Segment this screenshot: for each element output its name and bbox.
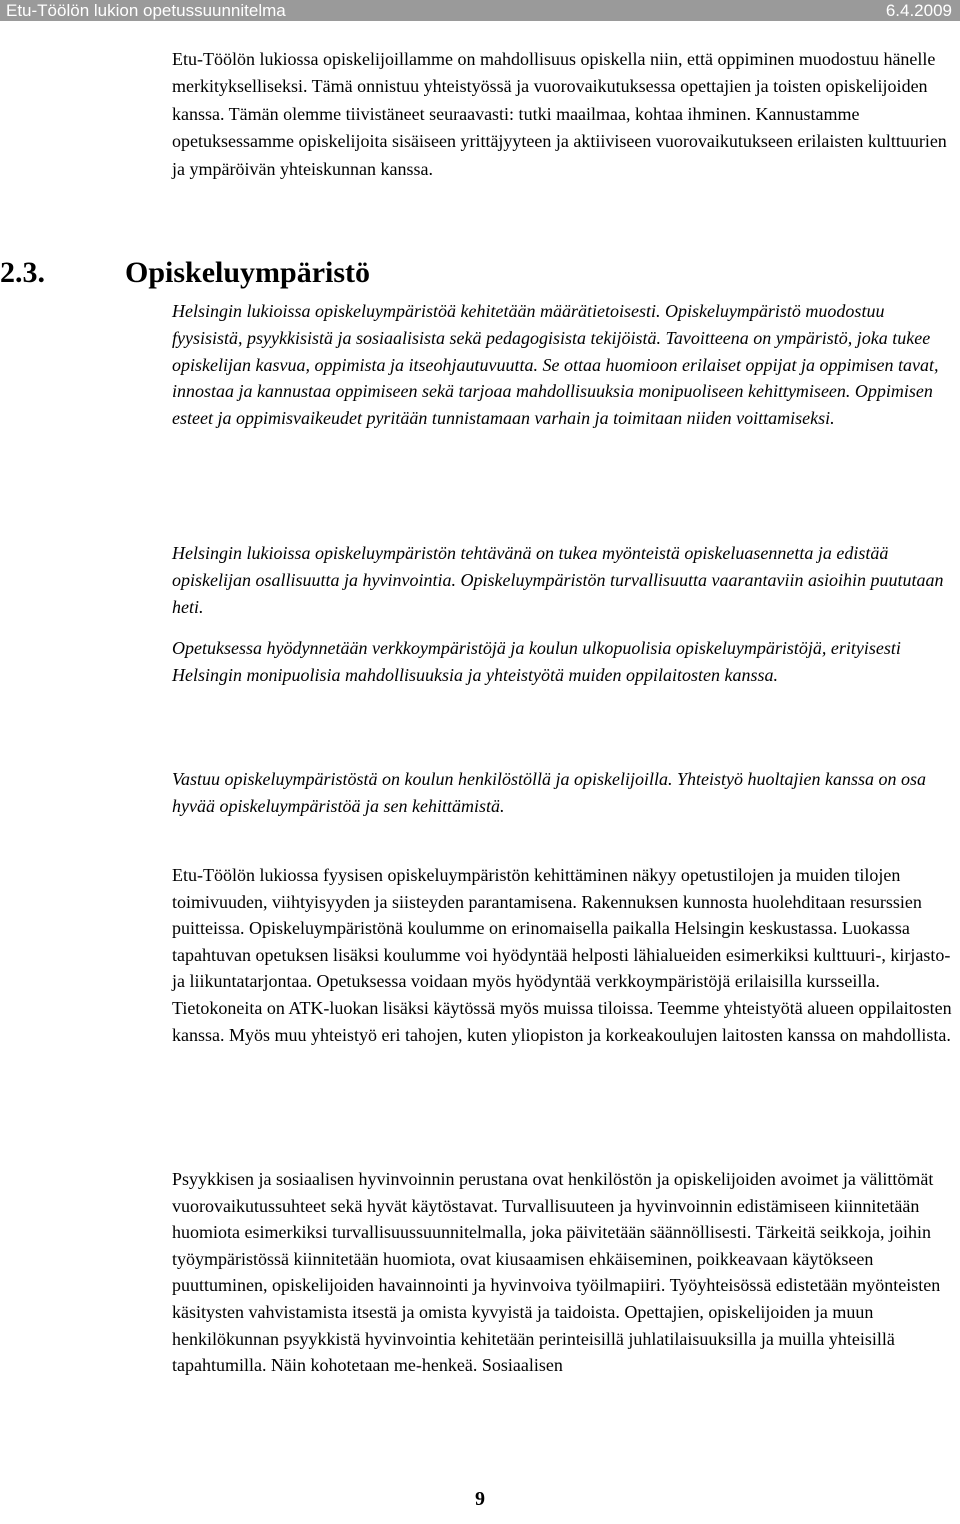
environment-paragraph: Helsingin lukioissa opiskeluympäristöä kehitetään määrätietoisesti. Opiskeluympäristö muodostuu fyysisistä, psyykkisistä ja sosiaalisista sekä pedagogisista tekijöistä. Tavoitteena on ympäristö, joka tukee opiskelijan kasvua, oppimista ja itseohjautuvuutta. Se ottaa huomioon erilaiset oppijat ja oppimisen tavat, innostaa ja kannustaa oppimiseen sekä tarjoaa mahdollisuuksia monipuoliseen kehittymiseen. Oppimisen esteet ja oppimisvaikeudet pyritään tunnistamaan varhain ja toimitaan niiden voittamiseksi. xyxy=(172,301,939,429)
task-paragraph: Helsingin lukioissa opiskeluympäristön tehtävänä on tukea myönteistä opiskeluasennetta ja edistää opiskelijan osallisuutta ja hyvinvointia. Opiskeluympäristön turvallisuutta vaarantaviin asioihin puututaan heti. xyxy=(172,543,944,617)
page-header xyxy=(0,0,960,21)
physical-environment-paragraph: Etu-Töölön lukiossa fyysisen opiskeluympäristön kehittäminen näkyy opetustilojen ja muiden tilojen toimivuuden, viihtyisyyden ja siisteyden parantamisena. Rakennuksen kunnosta huolehditaan resurssien puitteissa. Opiskeluympäristönä koulumme on erinomaisella paikalla Helsingin keskustassa. Luokassa tapahtuvan opetuksen lisäksi koulumme voi hyödyntää helposti lähialueiden esimerkiksi kulttuuri-, kirjasto- ja liikuntatarjontaa. Opetuksessa voidaan myös hyödyntää verkkoympäristöjä erilaisilla kursseilla. Tietokoneita on ATK-luokan lisäksi käytössä myös muissa tiloissa. Teemme yhteistyötä alueen oppilaitosten kanssa. Myös muu yhteistyö eri tahojen, kuten yliopiston ja korkeakoulujen laitosten kanssa on mahdollista. xyxy=(172,865,952,1045)
document-title: Etu-Töölön lukion opetussuunnitelma xyxy=(6,1,286,20)
document-date: 6.4.2009 xyxy=(885,1,952,20)
section-number: 2.3. xyxy=(0,256,45,289)
psychosocial-paragraph: Psyykkisen ja sosiaalisen hyvinvoinnin perustana ovat henkilöstön ja opiskelijoiden avoimet ja välittömät vuorovaikutussuhteet sekä hyvät käytöstavat. Turvallisuuteen ja hyvinvoinnin edistämiseen kiinnitetään huomiota esimerkiksi turvallisuussuunnitelmalla, joka päivitetään säännöllisesti. Tärkeitä seikkoja, joihin työympäristössä kiinnitetään huomiota, ovat kiusaamisen ehkäiseminen, poikkeavaan käytökseen puuttuminen, opiskelijoiden havainnointi ja hyvinvoiva työilmapiiri. Työyhteisössä edistetään myönteisten käsitysten vahvistamista itsestä ja omista kyvyistä ja taidoista. Opettajien, opiskelijoiden ja muun henkilökunnan psyykkistä hyvinvointia kehitetään perinteisillä juhlatilaisuuksilla ja muilla yhteisillä tapahtumilla. Näin kohotetaan me-henkeä. Sosiaalisen xyxy=(172,1169,941,1376)
section-heading xyxy=(0,253,371,293)
page-number: 9 xyxy=(475,1488,485,1510)
responsibility-paragraph: Vastuu opiskeluympäristöstä on koulun henkilöstöllä ja opiskelijoilla. Yhteistyö huoltajien kanssa on osa hyvää opiskeluympäristöä ja sen kehittämistä. xyxy=(172,769,926,816)
section-title: Opiskeluympäristö xyxy=(125,256,371,289)
network-paragraph: Opetuksessa hyödynnetään verkkoympäristöjä ja koulun ulkopuolisia opiskeluympäristöjä, erityisesti Helsingin monipuolisia mahdollisuuksia ja yhteistyötä muiden oppilaitosten kanssa. xyxy=(172,638,901,685)
intro-paragraph: Etu-Töölön lukiossa opiskelijoillamme on mahdollisuus opiskella niin, että oppiminen muodostuu hänelle merkitykselliseksi. Tämä onnistuu yhteistyössä ja vuorovaikutuksessa opettajien ja toisten opiskelijoiden kanssa. Tämän olemme tiivistäneet seuraavasti: tutki maailmaa, kohtaa ihminen. Kannustamme opetuksessamme opiskelijoita sisäiseen yrittäjyyteen ja aktiiviseen vuorovaikutukseen erilaisten kulttuurien ja ympäröivän yhteiskunnan kanssa. xyxy=(172,49,947,179)
